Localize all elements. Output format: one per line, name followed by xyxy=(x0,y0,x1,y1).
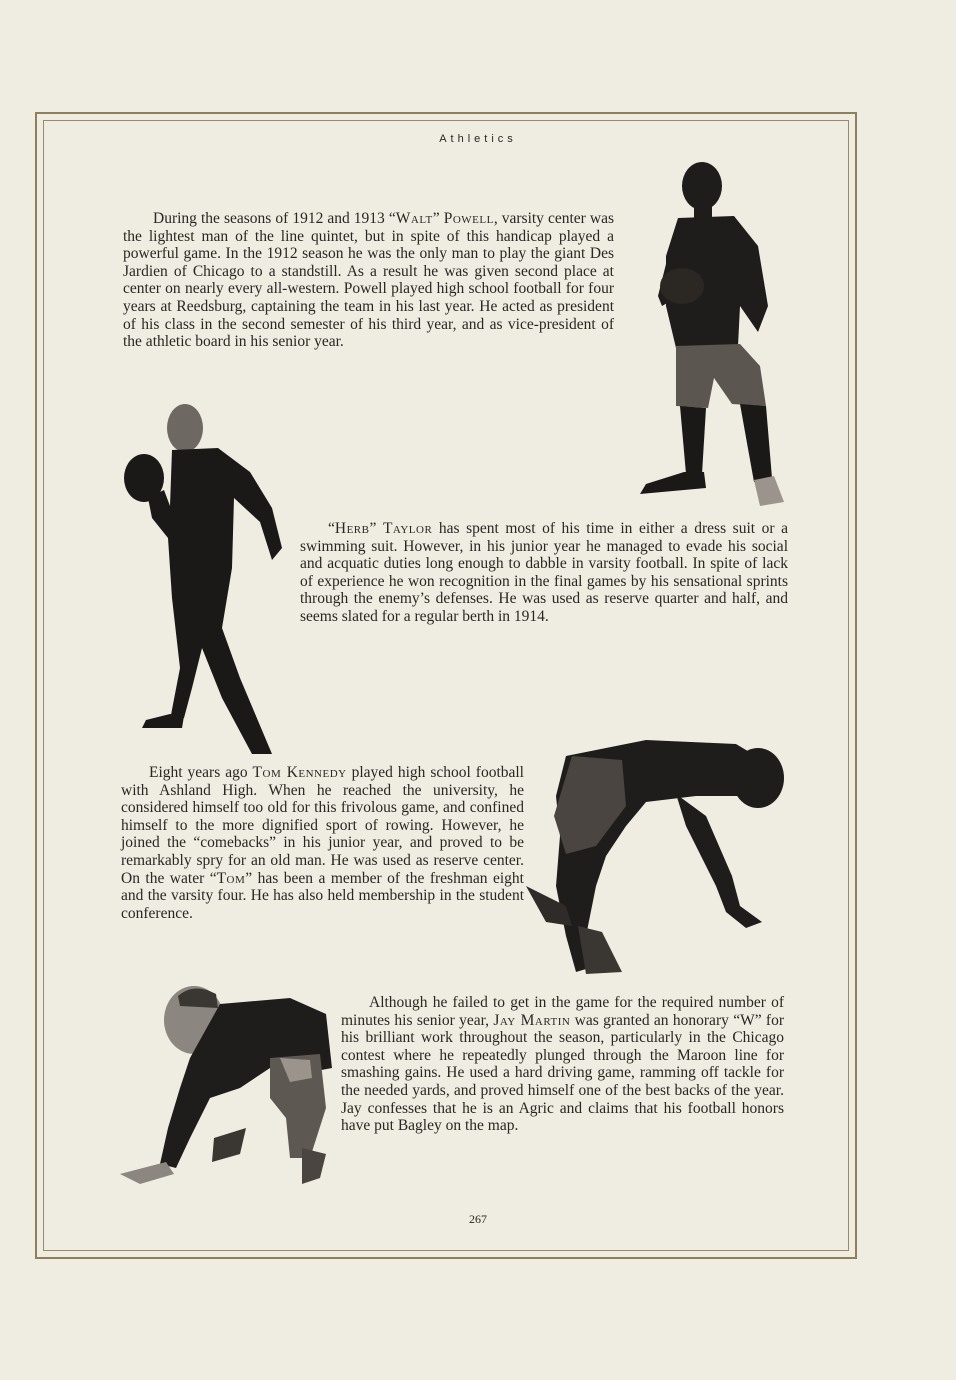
taylor-paragraph: “Herb” Taylor has spent most of his time in either a dress suit or a swimming suit. However, in his junior year he managed to evade his social and acquatic duties long enough to dabble in varsity football. In spite of lack of experience he won recognition in the final games by his sensational sprints through the enemy’s defenses. He was used as reserve quarter and half, and seems slated for a regular berth in 1914. xyxy=(300,520,788,625)
running-head: Athletics xyxy=(439,133,517,145)
powell-paragraph: During the seasons of 1912 and 1913 “Walt” Powell, varsity center was the lightest man of the line quintet, but in spite of this handicap played a powerful game. In the 1912 season he was the only man to play the giant Des Jardien of Chicago to a standstill. As a result he was given second place at center on nearly every all-western. Powell played high school football for four years at Reedsburg, captaining the team in his last year. He acted as president of his class in the second semester of his third year, and as vice-president of the athletic board in his senior year. xyxy=(123,210,614,351)
martin-photo xyxy=(120,978,332,1190)
kennedy-photo xyxy=(526,736,788,980)
powell-photo xyxy=(636,156,796,510)
martin-paragraph: Although he failed to get in the game for the required number of minutes his senior year, Jay Martin was granted an honorary “W” for his brilliant work throughout the season, particularly in the Chicago contest where he repeatedly plunged through the Maroon line for smashing gains. He used a hard driving game, ramming off tackle for the needed yards, and proved himself one of the best backs of the year. Jay confesses that he is an Agric and claims that his football honors have put Bagley on the map. xyxy=(341,994,784,1135)
taylor-photo xyxy=(122,398,292,754)
page-number: 267 xyxy=(469,1212,487,1226)
kennedy-paragraph: Eight years ago Tom Kennedy played high school football with Ashland High. When he reached the university, he considered himself too old for this frivolous game, and confined himself to the more dignified sport of rowing. However, he joined the “comebacks” in his junior year, and proved to be remarkably spry for an old man. He was used as reserve center. On the water “Tom” has been a member of the freshman eight and the varsity four. He has also held membership in the student conference. xyxy=(121,764,524,922)
